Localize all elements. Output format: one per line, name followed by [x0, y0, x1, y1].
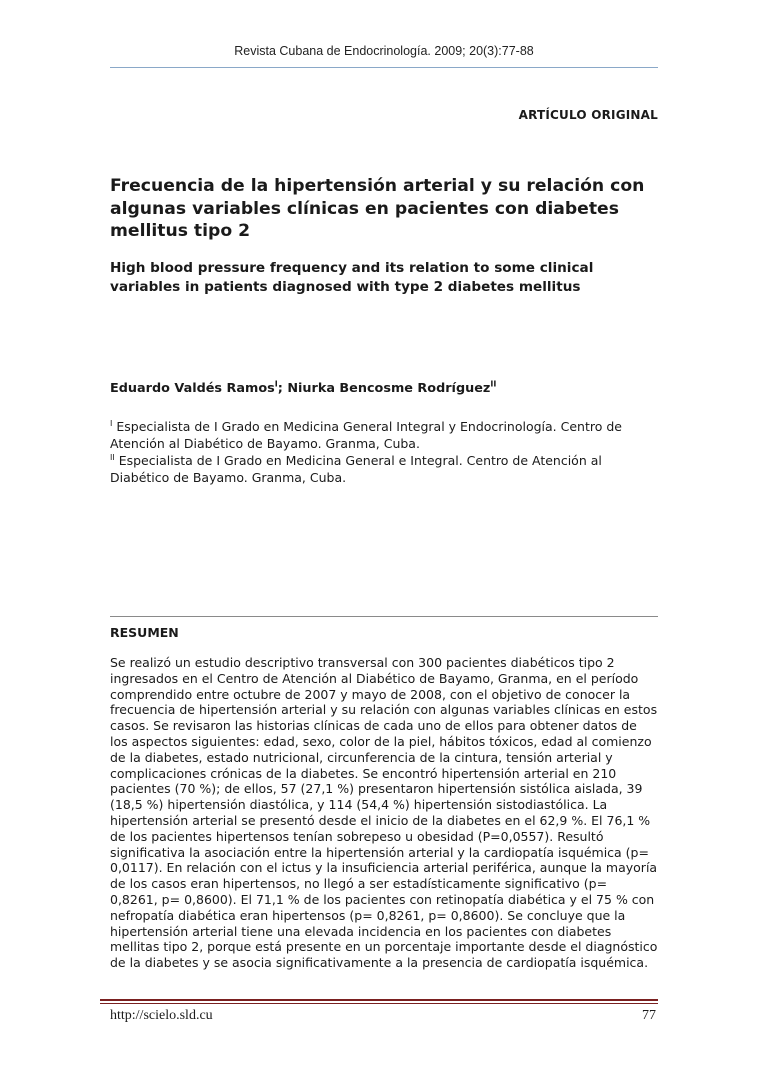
section-label: ARTÍCULO ORIGINAL [518, 108, 658, 122]
page-number: 77 [642, 1008, 656, 1023]
author-affiliation-mark: II [490, 379, 497, 389]
article-title-spanish: Frecuencia de la hipertensión arterial y su relación con algunas variables clínicas en pacientes con diabetes mellitus tipo 2 [110, 176, 645, 241]
footer-divider [100, 999, 658, 1001]
affiliation-item [110, 418, 658, 452]
footer-divider-thin [100, 1003, 658, 1004]
author-separator: ; [277, 381, 288, 396]
author-name: Eduardo Valdés Ramos [110, 381, 275, 396]
abstract-body: Se realizó un estudio descriptivo transversal con 300 pacientes diabéticos tipo 2 ingresados en el Centro de Atención al Diabético de Bayamo, Granma, en el período comprendido entre octubre de 2007 y mayo de 2008, con el objetivo de conocer la frecuencia de hipertensión arterial y su relación con algunas variables clínicas en estos casos. Se revisaron las historias clínicas de cada uno de ellos para obtener datos de los aspectos siguientes: edad, sexo, color de la piel, hábitos tóxicos, edad al comienzo de la diabetes, estado nutricional, circunferencia de la cintura, tensión arterial y complicaciones crónicas de la diabetes. Se encontró hipertensión arterial en 210 pacientes (70 %); de ellos, 57 (27,1 %) presentaron hipertensión sistólica aislada, 39 (18,5 %) hipertensión diastólica, y 114 (54,4 %) hipertensión sistodiastólica. La hipertensión arterial se presentó desde el inicio de la diabetes en el 62,9 %. El 76,1 % de los pacientes hipertensos tenían sobrepeso u obesidad (P=0,0557). Resultó significativa la asociación entre la hipertensión arterial y la cardiopatía isquémica (p= 0,0117). En relación con el ictus y la insuficiencia arterial periférica, aunque la mayoría de los casos eran hipertensos, no llegó a ser estadísticamente significativo (p= 0,8261, p= 0,8600). El 71,1 % de los pacientes con retinopatía diabética y el 75 % con nefropatía diabética eran hipertensos (p= 0,8261, p= 0,8600). Se concluye que la hipertensión arterial tiene una elevada incidencia en los pacientes con diabetes mellitas tipo 2, porque está presente en un porcentaje importante desde el diagnóstico de la diabetes y se asocia significativamente a la presencia de cardiopatía isquémica. [110, 655, 658, 971]
affiliation-text: Especialista de I Grado en Medicina General Integral y Endocrinología. Centro de Atención al Diabético de Bayamo. Granma, Cuba. [110, 419, 622, 451]
affiliation-item [110, 452, 658, 486]
author-name: Niurka Bencosme Rodríguez [287, 381, 491, 396]
affiliation-text: Especialista de I Grado en Medicina General e Integral. Centro de Atención al Diabético de Bayamo. Granma, Cuba. [110, 453, 602, 485]
affiliations [110, 418, 658, 486]
journal-citation: Revista Cubana de Endocrinología. 2009; 20(3):77-88 [234, 44, 534, 58]
section-divider [110, 616, 658, 617]
author-list [110, 381, 658, 396]
abstract-heading: RESUMEN [110, 625, 179, 640]
affiliation-mark: II [110, 452, 115, 462]
article-title-english: High blood pressure frequency and its relation to some clinical variables in patients diagnosed with type 2 diabetes mellitus [110, 260, 594, 295]
author-affiliation-mark: I [274, 379, 278, 389]
affiliation-mark: I [110, 418, 113, 428]
header-divider [110, 67, 658, 68]
footer-url: http://scielo.sld.cu [110, 1008, 213, 1023]
